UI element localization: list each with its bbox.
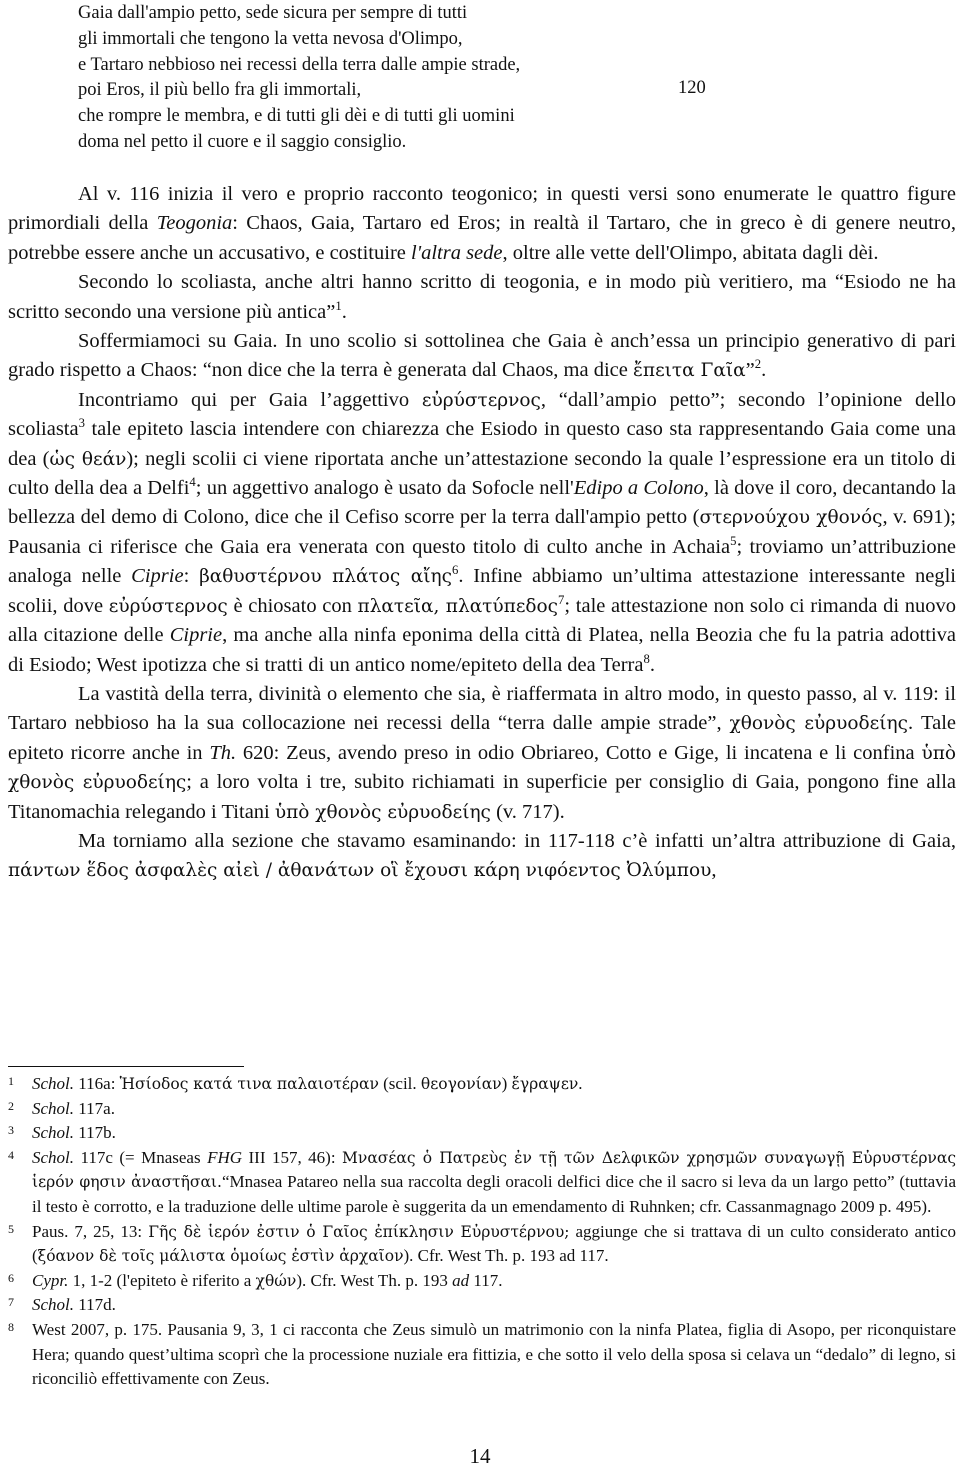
- paragraph-1: [8, 180, 956, 268]
- text-run: ; un aggettivo analogo è usato da Sofocle nell': [195, 477, 574, 500]
- italic-abbrev: FHG: [207, 1147, 243, 1167]
- text-run: 117a.: [74, 1098, 115, 1118]
- footnote-ref[interactable]: 7: [558, 592, 565, 607]
- greek-text: ἔπειτα Γαῖα: [633, 360, 746, 382]
- paragraph-3: [8, 327, 956, 386]
- text-run: Secondo lo scoliasta, anche altri hanno scritto di teogonia, e in modo più veritiero, ma “Esiodo ne ha scritto secondo una versione più antica”: [8, 271, 956, 323]
- text-run: : Chaos, Gaia, Tartaro ed Eros; in realtà il Tartaro, che in greco è di genere neutro, potrebbe essere anche un accusativo, e costituire: [8, 212, 957, 264]
- italic-title: Th.: [209, 741, 237, 764]
- text-run: .: [578, 1074, 583, 1093]
- footnote-number: 2: [8, 1098, 14, 1113]
- text-run: 117c (= Mnaseas: [74, 1147, 208, 1167]
- italic-abbrev: Schol.: [32, 1098, 75, 1118]
- greek-text: θεογονίαν: [420, 1075, 502, 1093]
- greek-text: ὡς θεάν: [49, 448, 127, 470]
- greek-text: πλατεῖα, πλατύπεδος: [357, 595, 559, 617]
- text-run: ”: [745, 359, 755, 382]
- text-run: , ma anche alla ninfa eponima della città di Platea, nella Beozia che fu la patria adottiva di Esiodo; West ipotizza che si tratti di un antico nome/epiteto della dea Terra: [8, 624, 956, 676]
- text-run: aggiunge che si trattava di un culto considerato antico (: [32, 1221, 957, 1266]
- footnote-number: 6: [8, 1270, 14, 1285]
- text-run: III 157, 46):: [242, 1147, 343, 1167]
- footnote-4: [8, 1146, 956, 1220]
- text-run: . Infine abbiamo un’ultima attestazione interessante negli scolii, dove: [8, 565, 956, 617]
- greek-text: ξόανον δὲ τοῖς μάλιστα ὁμοίως ἐστὶν ἀρχαῖον: [37, 1247, 404, 1266]
- footnote-2: [8, 1097, 956, 1122]
- text-run: 1, 1-2 (l'epiteto è riferito a: [68, 1270, 256, 1290]
- italic-abbrev: Schol.: [32, 1123, 75, 1143]
- footnotes: [8, 1072, 956, 1392]
- footnote-ref[interactable]: 8: [643, 651, 650, 666]
- footnote-1: [8, 1072, 956, 1097]
- footnote-3: [8, 1121, 956, 1146]
- text-run: Paus. 7, 25, 13:: [32, 1221, 149, 1241]
- footnote-number: 5: [8, 1221, 14, 1236]
- text-run: , v. 691); Pausania ci riferisce che Gaia era venerata con questo titolo di culto anche in Achaia: [8, 506, 956, 558]
- text-run: ): [501, 1074, 512, 1093]
- greek-text: χθονὸς εὐρυοδείης: [729, 713, 908, 735]
- text-run: ,: [711, 859, 717, 882]
- greek-text: ὑπὸ χθονὸς εὐρυοδείης: [8, 742, 956, 794]
- greek-text: Μνασέας ὁ Πατρεὺς ἐν τῇ τῶν Δελφικῶν χρησμῶν συναγωγῇ Εὐρυστέρνας ἱερόν φησιν ἀναστῆσαι.: [32, 1148, 956, 1192]
- footnote-5: [8, 1220, 956, 1269]
- italic-quote: l'altra sede: [411, 241, 503, 264]
- footnote-number: 3: [8, 1123, 14, 1138]
- text-run: ; troviamo un’attribuzione analoga nelle: [8, 535, 956, 588]
- text-run: 117.: [469, 1270, 503, 1290]
- footnote-ref[interactable]: 2: [754, 357, 762, 372]
- verse-line: poi Eros, il più bello fra gli immortali,: [78, 80, 362, 100]
- footnote-ref[interactable]: 4: [189, 475, 196, 490]
- text-run: , là dove il coro, decantando la bellezza del demo di Colono, dice che il Cefiso scorre per la terra dall'ampio petto (: [8, 477, 956, 529]
- text-run: è chiosato con: [227, 594, 358, 617]
- footnote-number: 7: [8, 1295, 14, 1310]
- greek-text: πάντων ἕδος ἀσφαλὲς αἰεὶ / ἀθανάτων οἳ ἔχουσι κάρη νιφόεντος Ὀλύμπου: [8, 860, 712, 882]
- footnote-number: 4: [8, 1147, 14, 1162]
- paragraph-6: [8, 827, 956, 886]
- verse-line: gli immortali che tengono la vetta nevosa d'Olimpo,: [78, 29, 463, 49]
- italic-title: Ciprie: [169, 624, 223, 647]
- text-run: “Mnasea Patareo nella sua raccolta degli oracoli delfici dice che il sacro si leva da un largo petto” (tuttavia il testo è corrotto, e la traduzione delle ultime parole è suggerita da un emendamento di Ruhnken; cfr. Cassanmagnago 2009 p. 495).: [32, 1172, 956, 1216]
- verse-line: che rompre le membra, e di tutti gli dèi e di tutti gli uomini: [78, 106, 515, 126]
- italic-abbrev: ad: [452, 1270, 470, 1290]
- italic-abbrev: Schol.: [32, 1147, 75, 1167]
- body-text: [8, 180, 956, 886]
- text-run: ). Cfr. West Th. p. 193: [296, 1270, 453, 1290]
- italic-title: Edipo a Colono: [573, 477, 704, 500]
- text-run: :: [183, 565, 200, 588]
- text-run: .: [761, 359, 767, 382]
- text-run: , “dall’ampio petto”; secondo l’opinione dello scoliasta: [8, 388, 956, 441]
- text-run: ; a loro volta i tre, subito richiamati in superficie per consiglio di Gaia, pongono fine alla Titanomachia relegando i Titani: [8, 771, 956, 823]
- greek-text: ὑπὸ χθονὸς εὐρυοδείης: [274, 801, 491, 823]
- text-run: ; tale attestazione non solo ci rimanda di nuovo alla citazione delle: [8, 594, 956, 647]
- greek-text: Ἡσίοδος κατά τινα παλαιοτέραν: [119, 1075, 379, 1093]
- text-run: Ma torniamo alla sezione che stavamo esaminando: in 117-118 c’è infatti un’altra attribuzione di Gaia,: [78, 829, 956, 852]
- text-run: tale epiteto lascia intendere con chiarezza che Esiodo in questo caso sta rappresentando Gaia come una dea (: [8, 418, 956, 470]
- text-run: 117d.: [74, 1295, 116, 1315]
- footnote-ref[interactable]: 3: [78, 416, 85, 431]
- text-run: 116a:: [74, 1074, 120, 1093]
- text-run: ); negli scolii ci viene riportata anche un’attestazione secondo la quale l’espressione era un titolo di culto della dea a Delfi: [8, 447, 956, 500]
- text-run: . Tale epiteto ricorre anche in: [8, 712, 956, 764]
- text-run: 117b.: [74, 1123, 116, 1143]
- footnote-separator: [8, 1066, 244, 1067]
- text-run: La vastità della terra, divinità o elemento che sia, è riaffermata in altro modo, in questo passo, al v. 119: il Tartaro nebbioso ha la sua collocazione nei recessi della “terra dalle ampie strade”,: [8, 682, 956, 735]
- text-run: (scil.: [378, 1074, 421, 1093]
- verse-line: doma nel petto il cuore e il saggio consiglio.: [78, 132, 407, 152]
- text-run: (v. 717).: [490, 800, 565, 823]
- text-run: Al v. 116 inizia il vero e proprio racconto teogonico; in questi versi sono enumerate le quattro figure primordiali della: [8, 183, 956, 235]
- verse-line-number: 120: [678, 78, 706, 98]
- paragraph-4: [8, 386, 956, 680]
- greek-text: χθών: [255, 1271, 297, 1290]
- page-number: 14: [469, 1444, 491, 1468]
- italic-abbrev: Schol.: [32, 1074, 75, 1093]
- greek-text: στερνούχου χθονός: [699, 507, 883, 529]
- greek-text: βαθυστέρνου πλάτος αἴης: [199, 566, 452, 588]
- text-run: West 2007, p. 175. Pausania 9, 3, 1 ci racconta che Zeus simulò un matrimonio con la ninfa Platea, figlia di Asopo, per riconquistare Hera; quando quest’ultima scoprì che la processione nuziale era fittizia, e che sotto il velo della sposa si celava un “dedalo” di legno, si riconciliò effettivamente con Zeus.: [32, 1319, 956, 1389]
- text-run: Incontriamo qui per Gaia l’aggettivo: [78, 388, 422, 411]
- greek-text: εὐρύστερνος: [108, 595, 228, 617]
- text-run: Soffermiamoci su Gaia. In uno scolio si sottolinea che Gaia è anch’essa un principio generativo di pari grado rispetto a Chaos: “non dice che la terra è generata dal Chaos, ma dice: [8, 330, 956, 382]
- italic-title: Teogonia: [156, 212, 233, 235]
- text-run: .: [341, 300, 347, 323]
- italic-abbrev: Cypr.: [32, 1270, 69, 1290]
- footnote-8: [8, 1318, 956, 1392]
- italic-abbrev: Schol.: [32, 1295, 75, 1315]
- footnote-number: 8: [8, 1319, 14, 1334]
- verse-line: Gaia dall'ampio petto, sede sicura per sempre di tutti: [78, 3, 468, 23]
- footnote-6: [8, 1269, 956, 1294]
- greek-text: ἔγραψεν: [511, 1075, 579, 1093]
- greek-text: Γῆς δὲ ἱερόν ἐστιν ὁ Γαῖος ἐπίκλησιν Εὐρυστέρνου;: [148, 1222, 570, 1241]
- paragraph-2: [8, 268, 956, 327]
- footnote-number: 1: [8, 1074, 14, 1088]
- text-run: .: [649, 653, 655, 676]
- greek-text: εὐρύστερνος: [421, 389, 541, 411]
- text-run: ). Cfr. West Th. p. 193 ad 117.: [403, 1246, 609, 1266]
- footnote-ref[interactable]: 6: [452, 563, 459, 578]
- footnote-ref[interactable]: 5: [730, 534, 737, 549]
- footnote-ref[interactable]: 1: [335, 298, 342, 313]
- text-run: 620: Zeus, avendo preso in odio Obriareo, Cotto e Gige, li incatena e li confina: [236, 741, 922, 764]
- italic-title: Ciprie: [131, 565, 184, 588]
- verse-line: e Tartaro nebbioso nei recessi della terra dalle ampie strade,: [78, 55, 521, 75]
- text-run: , oltre alle vette dell'Olimpo, abitata dagli dèi.: [502, 241, 879, 264]
- footnote-7: [8, 1293, 956, 1318]
- paragraph-5: [8, 680, 956, 827]
